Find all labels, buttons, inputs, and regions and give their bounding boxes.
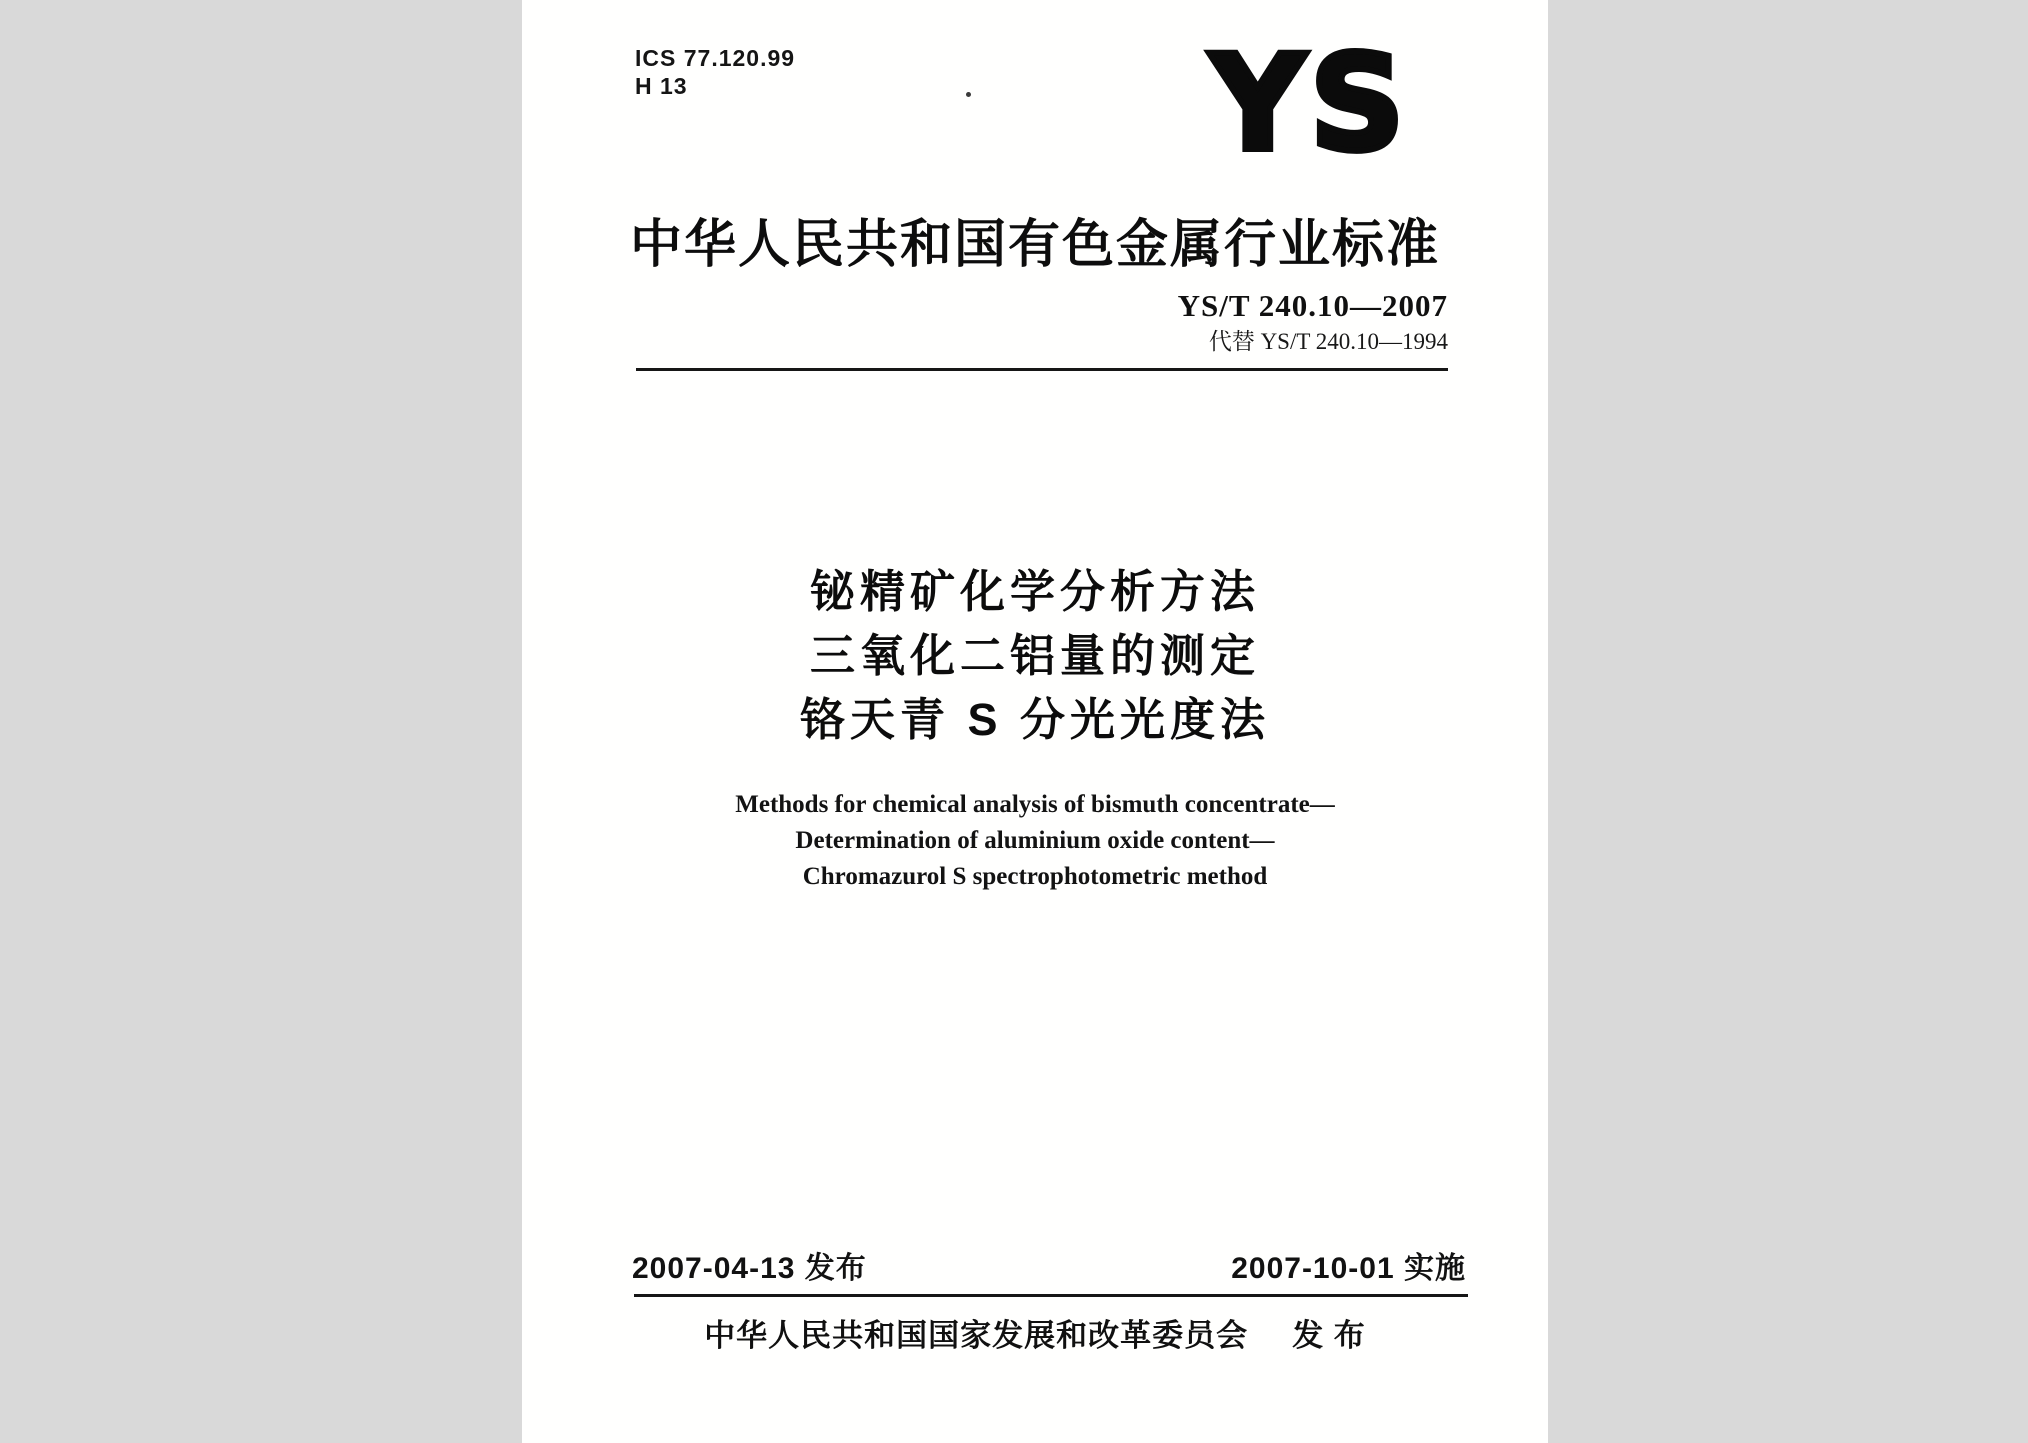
standard-heading: 中华人民共和国有色金属行业标准 bbox=[629, 216, 1440, 274]
title-en-line-2: Determination of aluminium oxide content— bbox=[795, 827, 1275, 854]
title-cn-line-3: 铬天青 S 分光光度法 bbox=[799, 694, 1271, 745]
ics-class: H 13 bbox=[635, 73, 688, 99]
ics-classification-block bbox=[635, 44, 795, 100]
title-english bbox=[522, 787, 1548, 895]
ys-logo: YS bbox=[1210, 27, 1409, 181]
issue-date: 2007-04-13 发布 bbox=[632, 1252, 867, 1285]
ics-code: ICS 77.120.99 bbox=[635, 45, 796, 71]
standard-cover-page bbox=[522, 0, 1548, 1443]
superseded-note: 代替 YS/T 240.10—1994 bbox=[1208, 329, 1448, 354]
title-en-line-1: Methods for chemical analysis of bismuth concentrate— bbox=[735, 791, 1335, 818]
dates-row bbox=[632, 1243, 1466, 1287]
title-cn-line-1: 铋精矿化学分析方法 bbox=[809, 566, 1260, 617]
implementation-date: 2007-10-01 实施 bbox=[1231, 1252, 1466, 1285]
publisher-row bbox=[522, 1310, 1548, 1355]
scan-speck bbox=[966, 92, 971, 97]
title-en-line-3: Chromazurol S spectrophotometric method bbox=[802, 863, 1268, 890]
title-chinese bbox=[522, 560, 1548, 752]
top-rule bbox=[636, 368, 1448, 371]
publish-label: 发 布 bbox=[1292, 1318, 1366, 1353]
publisher-name: 中华人民共和国国家发展和改革委员会 bbox=[704, 1318, 1249, 1353]
bottom-rule bbox=[634, 1294, 1468, 1297]
title-cn-line-2: 三氧化二铝量的测定 bbox=[809, 630, 1260, 681]
standard-number: YS/T 240.10—2007 bbox=[1177, 288, 1448, 323]
